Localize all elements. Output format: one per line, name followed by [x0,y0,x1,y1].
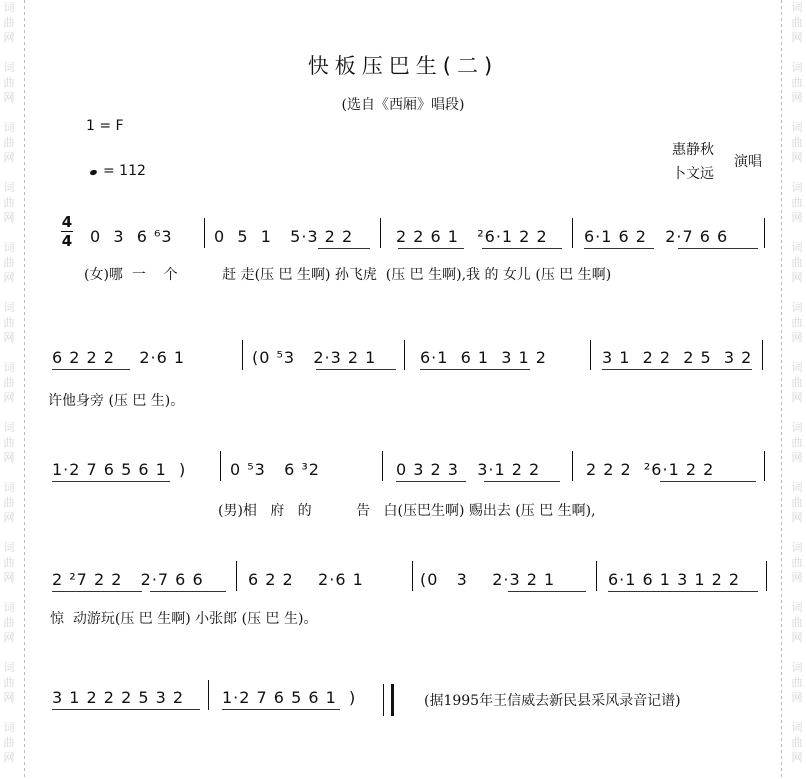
watermark-char: 网 [3,631,15,644]
rhythm-underline [318,248,370,249]
watermark-char: 网 [791,331,803,344]
watermark-char: 词 [791,721,803,734]
watermark-char: 曲 [791,76,803,89]
watermark-char: 网 [791,451,803,464]
watermark-char: 词 [3,241,15,254]
watermark-char: 词 [791,601,803,614]
rhythm-underline [420,369,530,370]
watermark-char: 词 [791,241,803,254]
measure-4-4: 6·1 6 1 3 1 2 2 [608,570,741,589]
watermark-char: 曲 [791,736,803,749]
watermark-char: 网 [791,391,803,404]
watermark-char: 网 [791,691,803,704]
barline [572,218,573,248]
measure-4-3: (0 3 2·3 2 1 [420,570,556,589]
measure-5-1: 3 1 2 2 2 5 3 2 [52,688,185,707]
key-signature: 1 = F [86,118,124,134]
watermark-char: 词 [3,721,15,734]
watermark-char: 词 [791,661,803,674]
rhythm-underline [484,481,560,482]
watermark-char: 词 [791,541,803,554]
watermark-char: 词 [791,361,803,374]
barline [766,561,767,591]
singer-1: 惠静秋 [672,142,714,158]
watermark-char: 曲 [3,496,15,509]
barline [236,561,237,591]
watermark-char: 词 [3,421,15,434]
rhythm-underline [678,248,758,249]
watermark-char: 网 [791,211,803,224]
watermark-char: 曲 [791,256,803,269]
singers [672,138,762,186]
watermark-char: 曲 [3,436,15,449]
border-left [24,0,25,777]
watermark-char: 网 [3,571,15,584]
rhythm-underline [508,591,586,592]
watermark-char: 曲 [3,316,15,329]
watermark-char: 曲 [3,256,15,269]
lyric-line-1: (女)哪 一 个 赶 走(压 巴 生啊) 孙飞虎 (压 巴 生啊),我 的 女儿 (压 巴 生啊) [84,267,612,283]
barline [412,561,413,591]
watermark-char: 网 [791,751,803,764]
watermark-char: 词 [3,1,15,14]
watermark-char: 曲 [791,676,803,689]
singer-2: 卜文远 [672,166,714,182]
barline [590,340,591,370]
rhythm-underline [398,248,464,249]
watermark-char: 网 [791,631,803,644]
measure-1-3: 2 2 6 1 ²6·1 2 2 [396,227,548,246]
watermark-char: 曲 [791,556,803,569]
watermark-char: 曲 [791,316,803,329]
watermark-char: 曲 [3,556,15,569]
watermark-char: 网 [791,271,803,284]
measure-1-1: 0 3 6 ⁶3 [90,227,173,246]
watermark-char: 曲 [791,496,803,509]
watermark-char: 曲 [3,376,15,389]
measure-2-3: 6·1 6 1 3 1 2 [420,348,547,367]
watermark-char: 网 [3,151,15,164]
quarter-note-icon [89,169,97,176]
watermark-char: 词 [3,61,15,74]
watermark-char: 曲 [791,616,803,629]
barline [572,451,573,481]
measure-2-1: 6 2 2 2 2·6 1 [52,348,186,367]
watermark-char: 曲 [791,436,803,449]
watermark-char: 词 [3,661,15,674]
rhythm-underline [660,481,756,482]
watermark-char: 词 [791,181,803,194]
rhythm-underline [52,591,142,592]
watermark-char: 词 [791,61,803,74]
watermark-char: 曲 [791,16,803,29]
watermark-char: 曲 [791,196,803,209]
measure-3-2: 0 ⁵3 6 ³2 [230,460,320,479]
barline [204,218,205,248]
watermark-char: 曲 [3,76,15,89]
watermark-char: 网 [791,571,803,584]
watermark-char: 词 [3,601,15,614]
watermark-char: 网 [3,451,15,464]
tempo-marking: = 112 [90,163,146,179]
watermark-char: 词 [791,1,803,14]
watermark-char: 网 [3,751,15,764]
measure-2-2: (0 ⁵3 2·3 2 1 [252,348,377,367]
rhythm-underline [608,591,758,592]
watermark-char: 网 [791,151,803,164]
watermark-char: 曲 [3,136,15,149]
measure-5-2: 1·2 7 6 5 6 1 ) [222,688,357,707]
barline [764,451,765,481]
barline [764,218,765,248]
watermark-char: 曲 [3,16,15,29]
rhythm-underline [150,591,226,592]
watermark-char: 网 [3,211,15,224]
song-title: 快板压巴生(二) [307,54,499,78]
watermark-column-right [790,0,804,779]
barline [596,561,597,591]
watermark-char: 词 [3,301,15,314]
watermark-char: 网 [791,91,803,104]
border-right [781,0,782,777]
measure-1-4: 6·1 6 2 2·7 6 6 [584,227,729,246]
watermark-char: 词 [791,121,803,134]
watermark-char: 网 [3,691,15,704]
watermark-char: 词 [791,301,803,314]
barline [242,340,243,370]
measure-1-2: 0 5 1 5·3 2 2 [214,227,354,246]
barline [762,340,763,370]
rhythm-underline [52,481,170,482]
watermark-char: 网 [3,511,15,524]
rhythm-underline [52,369,130,370]
watermark-char: 词 [3,181,15,194]
watermark-char: 词 [791,481,803,494]
rhythm-underline [584,248,654,249]
watermark-char: 词 [3,121,15,134]
rhythm-underline [52,709,200,710]
barline [380,218,381,248]
lyric-line-4: 惊 动游玩(压 巴 生啊) 小张郎 (压 巴 生)。 [50,611,318,627]
rhythm-underline [222,709,340,710]
measure-4-2: 6 2 2 2·6 1 [248,570,364,589]
watermark-char: 词 [3,541,15,554]
final-barline [383,684,394,716]
barline [220,451,221,481]
watermark-char: 网 [791,511,803,524]
watermark-char: 词 [3,361,15,374]
barline [208,680,209,710]
song-subtitle: (选自《西厢》唱段) [341,97,465,113]
watermark-char: 网 [3,91,15,104]
watermark-char: 曲 [791,136,803,149]
lyric-line-2: 许他身旁 (压 巴 生)。 [48,393,185,409]
measure-4-1: 2 ²7 2 2 2·7 6 6 [52,570,204,589]
watermark-char: 网 [791,31,803,44]
watermark-char: 网 [3,271,15,284]
watermark-char: 曲 [791,376,803,389]
watermark-char: 网 [3,391,15,404]
watermark-char: 曲 [3,616,15,629]
watermark-char: 网 [3,331,15,344]
rhythm-underline [602,369,752,370]
source-note: (据1995年王信威去新民县采风录音记谱) [424,693,681,709]
barline [404,340,405,370]
measure-2-4: 3 1 2 2 2 5 3 2 [602,348,753,367]
watermark-column-left [2,0,16,779]
barline [382,451,383,481]
rhythm-underline [396,481,466,482]
time-signature: 4 4 [61,213,73,250]
watermark-char: 曲 [3,196,15,209]
measure-3-1: 1·2 7 6 5 6 1 ) [52,460,187,479]
measure-3-4: 2 2 2 ²6·1 2 2 [586,460,715,479]
watermark-char: 词 [3,481,15,494]
measure-3-3: 0 3 2 3 3·1 2 2 [396,460,541,479]
lyric-line-3: (男)相 府 的 告 白(压巴生啊) 赐出去 (压 巴 生啊), [218,503,596,519]
rhythm-underline [482,248,562,249]
watermark-char: 曲 [3,676,15,689]
rhythm-underline [316,369,396,370]
singer-role: 演唱 [734,154,762,170]
watermark-char: 词 [791,421,803,434]
watermark-char: 曲 [3,736,15,749]
watermark-char: 网 [3,31,15,44]
